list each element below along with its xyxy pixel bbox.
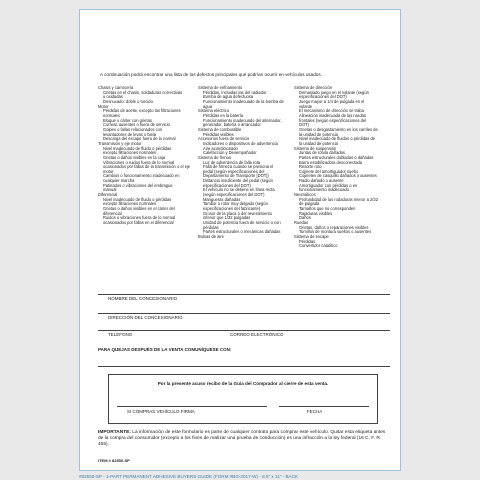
- defect-item: especificaciones del DOT): [299, 94, 347, 100]
- item-number: ITEM # 82550-SP: [98, 458, 130, 463]
- defect-item: Radio dañado o ausente: [299, 178, 344, 184]
- defect-category: Neumáticos: [294, 192, 316, 198]
- defect-item: El vehículo no se detiene en línea recta: [203, 187, 275, 193]
- defect-item: Tornillos de montura sueltos o ausentes: [299, 229, 372, 235]
- defect-item: Grietas, daños o reparaciones visibles: [299, 224, 369, 230]
- defect-item: pérdidas: [203, 224, 219, 230]
- defect-item: u oxidadas: [103, 94, 123, 100]
- defect-category: Motor: [98, 103, 109, 109]
- complaints-line: [98, 366, 390, 367]
- defect-item: volante: [299, 103, 313, 109]
- defect-item: Rajaduras visibles: [299, 210, 333, 216]
- defect-item: Vibraciones o ruidos fuera de lo normal: [103, 159, 175, 165]
- defect-item: Amortiguador con pérdidas o en: [299, 182, 358, 188]
- defect-item: Partes estructurales dobladas o dañadas: [299, 154, 374, 160]
- defect-item: (según especificaciones del DOT): [203, 192, 265, 198]
- defect-item: Juntas de rótula dañadas: [299, 150, 345, 156]
- defect-item: Patinados o vibraciones del embrague: [103, 182, 173, 188]
- defect-item: ocasionados por fallas en el diferencial: [103, 220, 174, 226]
- defect-item: especificaciones del fabricante): [203, 206, 261, 212]
- acknowledgement-title: Por la presente acuso recibo de la Guía del Comprador al cierre de esta venta.: [157, 381, 329, 386]
- defect-item: Nivel inadecuado de fluido o pérdidas: [103, 145, 172, 151]
- product-footer: #82550-SP - 1-PART PERMANENT ADHESIVE BUYERS GUIDE (FORM #BG-2017-W) - 8.5" x 11" - BACK: [79, 474, 298, 479]
- defect-item: inferior que 1/32 pulgadas: [203, 215, 251, 221]
- defect-category: Chasis y carrocería: [98, 85, 134, 90]
- acknowledgement-box: [108, 374, 378, 424]
- defect-item: de pulgada: [299, 201, 320, 207]
- defect-category: Ruedas: [294, 220, 309, 226]
- defect-item: Pérdidas en la batería: [203, 112, 244, 118]
- defect-item: Unidad de potencia fuera de servicio o con: [203, 220, 281, 226]
- defect-item: Ruidos o vibraciones fuera de lo normal: [103, 215, 176, 221]
- defect-item: motor: [103, 168, 114, 174]
- defect-item: Desnucado: doble o torcido: [103, 98, 153, 104]
- defect-item: Juego mayor a 1/4 de pulgada en el: [299, 98, 365, 104]
- email-label: CORREO ELECTRÓNICO: [230, 332, 284, 337]
- defect-item: El mecanismo de dirección se traba: [299, 108, 364, 114]
- defect-item: Correas ausentes o fuera de servicio: [103, 122, 170, 128]
- defect-item: Bloque o cárter con grietas: [103, 117, 152, 123]
- defect-item: pedal (según especificaciones del: [203, 168, 265, 174]
- important-label: IMPORTANTE:: [98, 430, 131, 435]
- defect-item: Pérdidas visibles: [203, 131, 234, 137]
- defect-item: Calefacción y Desempañador: [203, 150, 257, 156]
- defect-item: diferencial: [103, 210, 122, 216]
- defects-column-2: [198, 86, 284, 240]
- dealer-name-label: NOMBRE DEL CONCESIONARIO: [108, 296, 178, 301]
- defect-item: Demasiado juego en el volante (según: [299, 89, 369, 95]
- defect-item: la unidad de potencia: [299, 140, 338, 146]
- intro-text: A continuación podrá encontrar una lista de los defectos principales que podrían ocurrir en vehículos usados.: [100, 72, 322, 77]
- defect-item: DOT): [299, 122, 310, 128]
- defect-category: Sistema de enfriamiento: [198, 85, 243, 90]
- defect-item: generador, batería o arrancador: [203, 122, 261, 128]
- phone-label: TELÉFONO: [108, 332, 133, 337]
- defect-item: Nivel inadecuado de fluido o pérdidas: [103, 196, 172, 202]
- defect-item: Funcionamiento inadecuado del alternador,: [203, 117, 282, 123]
- defect-item: excepto filtraciones normales: [103, 150, 157, 156]
- defect-item: Barra estabilizadora desconectada: [299, 159, 363, 165]
- defect-item: Golpes o fallas relacionados con: [103, 126, 163, 132]
- defect-item: la unidad de potencia: [299, 131, 338, 137]
- defect-category: Sistema de combustible: [198, 126, 242, 132]
- defect-item: levantadores de levas o biela: [103, 131, 157, 137]
- defect-category: Bolsas de aire: [198, 234, 224, 239]
- defect-item: Mangueras dañadas: [203, 196, 241, 202]
- defect-item: Pérdidas: [299, 238, 316, 244]
- defect-category: Sistema de frenos: [198, 154, 231, 160]
- defect-item: Partes estructurales o mecánicas dañadas: [203, 229, 281, 235]
- defect-item: Tamaños que no corresponden: [299, 206, 356, 212]
- defect-item: Departamento de Transporte [DOT]): [203, 173, 269, 179]
- defect-item: Descarga del escape fuera de lo normal: [103, 136, 176, 142]
- defect-item: ocasionados por fallas de la transmisión o el eje: [103, 164, 191, 170]
- defect-item: excepto filtraciones normales: [103, 201, 157, 207]
- defect-item: Grietas en el chasis, soldaduras correctivas: [103, 89, 183, 95]
- defect-item: Funcionamiento inadecuado de la bomba de: [203, 98, 284, 104]
- date-label: FECHA: [307, 409, 323, 414]
- defect-item: Convertidor catalítico: [299, 243, 338, 249]
- defect-item: Daños: [299, 215, 311, 221]
- buyers-guide-back-sheet: [79, 9, 401, 471]
- defect-item: Grosor de la placa o del revestimiento: [203, 210, 272, 216]
- defect-item: agua: [203, 103, 213, 109]
- defect-item: Tambor o rotor muy delgado (según: [203, 201, 268, 207]
- dealer-address-label: DIRECCIÓN DEL CONCESIONARIO: [108, 315, 183, 320]
- important-text: La información de este formulario es parte de cualquier contrato para comprar este vehículo. Quitar esta etiqueta antes de la compra del consumidor (excepto a los fines de realizar una prueba de conducción) es una infracción a la ley federal (16 C. F. R. 455).: [98, 430, 386, 447]
- defect-category: Sistema de suspensión: [294, 145, 337, 151]
- defect-category: Sistema eléctrico: [198, 108, 230, 114]
- defect-item: Luz de advertencia de falla rota: [203, 159, 261, 165]
- defect-item: funcionamiento inadecuado: [299, 187, 350, 193]
- defect-item: Cambios o funcionamiento inadecuado en: [103, 173, 180, 179]
- dealer-address-line: [98, 313, 390, 314]
- defect-category: Accesorios fuera de servicio: [198, 136, 250, 142]
- defects-column-1: [98, 86, 190, 226]
- defect-item: Resorte roto: [299, 164, 322, 170]
- defect-item: cualquier marcha: [103, 178, 135, 184]
- date-line: [279, 406, 369, 407]
- defects-column-3: [294, 86, 378, 249]
- defect-item: Pérdidas, incluidas las del radiador: [203, 89, 267, 95]
- defect-item: Bomba de agua defectuosa: [203, 94, 254, 100]
- phone-email-line: [98, 330, 390, 331]
- defect-item: Alineación inadecuada de las ruedas: [299, 112, 366, 118]
- defect-item: Profundidad de las rodaduras menor a 2/32: [299, 196, 378, 202]
- defect-item: Distancia insuficiente del pedal (según: [203, 178, 273, 184]
- defect-item: manual: [103, 187, 117, 193]
- defect-category: Transmisión y eje motor: [98, 140, 142, 146]
- defect-item: Grietas o daños visibles en el cárter del: [103, 206, 175, 212]
- complaints-label: PARA QUEJAS DESPUÉS DE LA VENTA COMUNÍQUESE CON:: [98, 347, 232, 352]
- defect-category: Diferencial: [98, 192, 118, 198]
- defect-item: normales: [103, 112, 120, 118]
- defect-item: especificaciones del DOT): [203, 182, 251, 188]
- defect-category: Sistema de escape: [294, 234, 329, 239]
- defect-item: Falla de firmeza cuando se presiona el: [203, 164, 274, 170]
- defect-item: Cojinetes de casquillo dañados o ausentes: [299, 173, 377, 179]
- signature-line: [117, 406, 267, 407]
- dealer-name-line: [98, 294, 390, 295]
- defect-item: Grietas o desgastamiento en los carriles de: [299, 126, 378, 132]
- defect-item: Cojinete del amortiguador suelto: [299, 168, 358, 174]
- defect-item: Indicadores o dispositivos de advertencia: [203, 140, 278, 146]
- defect-item: Aire acondicionado: [203, 145, 238, 151]
- defect-category: Sistema de dirección: [294, 85, 332, 90]
- important-notice: [98, 430, 390, 447]
- defect-item: Grietas o daños visibles en la caja: [103, 154, 166, 160]
- signature-label: SI COMPRAS VEHÍCULO FIRMA: [127, 409, 195, 414]
- defect-item: Pérdidas de aceite, excepto las filtraciones: [103, 108, 181, 114]
- defect-item: Nivel inadecuado de fluidos o pérdidas de: [299, 136, 376, 142]
- defect-item: frontales (según especificaciones del: [299, 117, 367, 123]
